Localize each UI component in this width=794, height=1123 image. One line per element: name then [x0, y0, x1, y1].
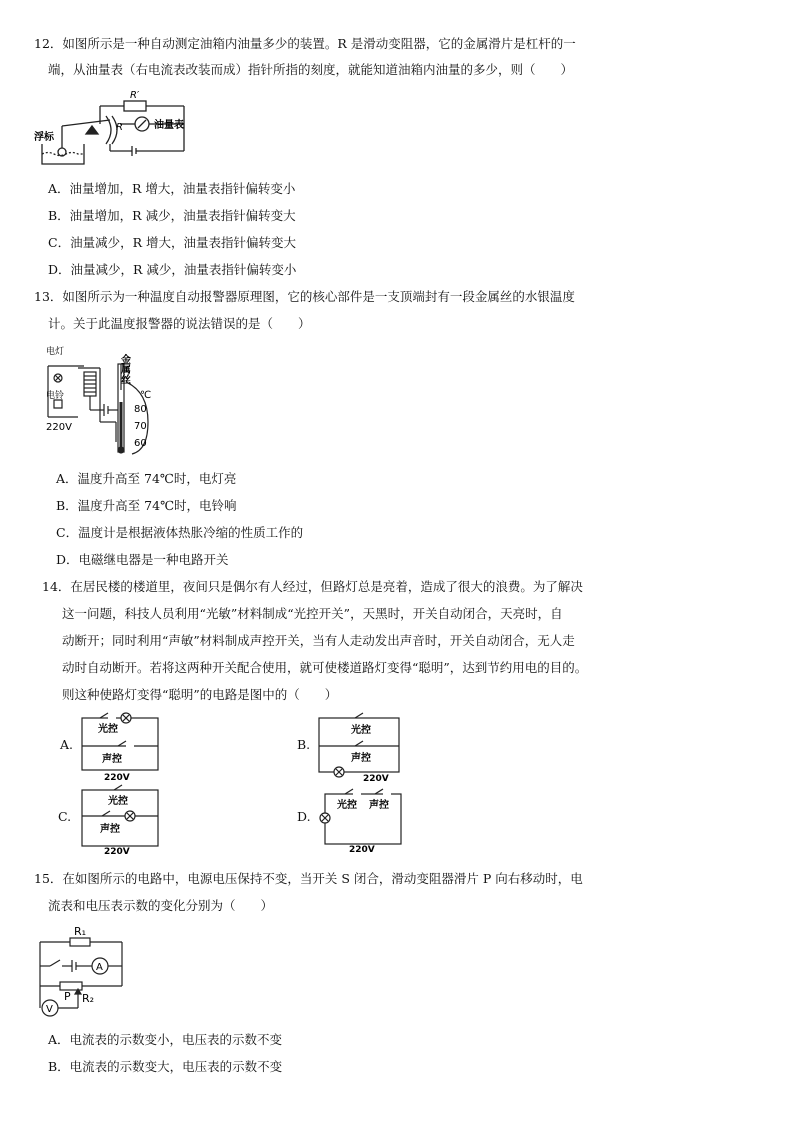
q14-b-voltage-label: 220V — [363, 774, 389, 782]
q14-stem-line3: 动断开；同时利用“声敏”材料制成声控开关，当有人走动发出声音时，开关自动闭合，无人走 — [62, 633, 575, 648]
q14-label-a: A. — [60, 737, 74, 752]
q12-option-b: B．油量增加，R 减少，油量表指针偏转变大 — [48, 208, 296, 223]
q14-a-sound-label: 声控 — [102, 754, 122, 765]
q13-stem-line2: 计。关于此温度报警器的说法错误的是（ ） — [48, 316, 311, 331]
q13-scale-60: 60 — [134, 438, 147, 449]
q14-c-light-label: 光控 — [108, 796, 128, 807]
q15-voltmeter-label: V — [46, 1004, 53, 1015]
q15-stem-line1: 15．在如图所示的电路中，电源电压保持不变，当开关 S 闭合，滑动变阻器滑片 P 向右移动时，电 — [34, 871, 583, 886]
q12-option-a: A．油量增加，R 增大，油量表指针偏转变小 — [48, 181, 296, 196]
q15-ammeter-label: A — [96, 962, 103, 973]
q13-figure — [44, 342, 164, 457]
q13-voltage-label: 220V — [46, 422, 72, 433]
q14-stem-line1: 14．在居民楼的楼道里，夜间只是偶尔有人经过，但路灯总是亮着，造成了很大的浪费。为了解决 — [42, 579, 583, 594]
q14-stem-line5: 则这种使路灯变得“聪明”的电路是图中的（ ） — [62, 687, 338, 702]
q13-option-c: C．温度计是根据液体热胀冷缩的性质工作的 — [56, 525, 304, 540]
q13-scale-80: 80 — [134, 404, 147, 415]
q14-d-sound-label: 声控 — [369, 800, 389, 811]
q15-option-b: B．电流表的示数变大，电压表的示数不变 — [48, 1059, 283, 1074]
q13-scale-70: 70 — [134, 421, 147, 432]
q13-unit-label: ℃ — [140, 390, 152, 401]
q12-figure — [34, 86, 204, 171]
q14-stem-line4: 动时自动断开。若将这两种开关配合使用，就可使楼道路灯变得“聪明”，达到节约用电的目的。 — [62, 660, 588, 675]
q14-circuit-a — [78, 710, 168, 782]
q14-label-d: D. — [297, 809, 311, 824]
q14-label-b: B. — [297, 737, 311, 752]
q15-r2-label: R₂ — [82, 992, 95, 1005]
q15-p-label: P — [64, 990, 71, 1003]
q12-stem-line2: 端，从油量表（右电流表改装而成）指针所指的刻度，就能知道油箱内油量的多少，则（ ） — [48, 62, 574, 77]
q13-option-b: B．温度升高至 74℃时，电铃响 — [56, 498, 237, 513]
q14-circuit-d — [315, 784, 405, 856]
q13-option-a: A．温度升高至 74℃时，电灯亮 — [56, 471, 237, 486]
q12-option-c: C．油量减少，R 增大，油量表指针偏转变大 — [48, 235, 296, 250]
q13-stem-line1: 13．如图所示为一种温度自动报警器原理图，它的核心部件是一支顶端封有一段金属丝的水银温度 — [34, 289, 575, 304]
q15-r1-label: R₁ — [74, 925, 87, 938]
q13-lamp-label: 电灯 — [46, 347, 65, 357]
q14-c-voltage-label: 220V — [104, 847, 130, 856]
q15-stem-line2: 流表和电压表示数的变化分别为（ ） — [48, 898, 274, 913]
q13-bell-label: 电铃 — [46, 391, 65, 401]
q15-option-a: A．电流表的示数变小，电压表的示数不变 — [48, 1032, 283, 1047]
q14-circuit-b — [315, 710, 405, 782]
q14-b-light-label: 光控 — [351, 725, 371, 736]
q14-label-c: C. — [58, 809, 72, 824]
q12-float-label: 浮标 — [34, 132, 54, 143]
q14-a-light-label: 光控 — [98, 724, 118, 735]
q12-rprime-label: R′ — [130, 90, 140, 101]
q14-c-sound-label: 声控 — [100, 824, 120, 835]
q12-option-d: D．油量减少，R 减少，油量表指针偏转变小 — [48, 262, 297, 277]
q15-figure — [34, 922, 134, 1022]
q14-stem-line2: 这一问题，科技人员利用“光敏”材料制成“光控开关”，天黑时，开关自动闭合，天亮时，自 — [62, 606, 563, 621]
q14-d-light-label: 光控 — [337, 800, 357, 811]
q12-meter-label: 油量表 — [154, 120, 184, 131]
q14-d-voltage-label: 220V — [349, 845, 375, 855]
q14-circuit-c — [78, 784, 168, 856]
q14-a-voltage-label: 220V — [104, 773, 130, 782]
q13-wire-label: 金属丝 — [118, 354, 130, 384]
q12-r-label: R — [116, 122, 123, 133]
q13-option-d: D．电磁继电器是一种电路开关 — [56, 552, 229, 567]
q12-stem-line1: 12．如图所示是一种自动测定油箱内油量多少的装置。R 是滑动变阻器，它的金属滑片是杠杆的一 — [34, 36, 576, 51]
q14-b-sound-label: 声控 — [351, 753, 371, 764]
